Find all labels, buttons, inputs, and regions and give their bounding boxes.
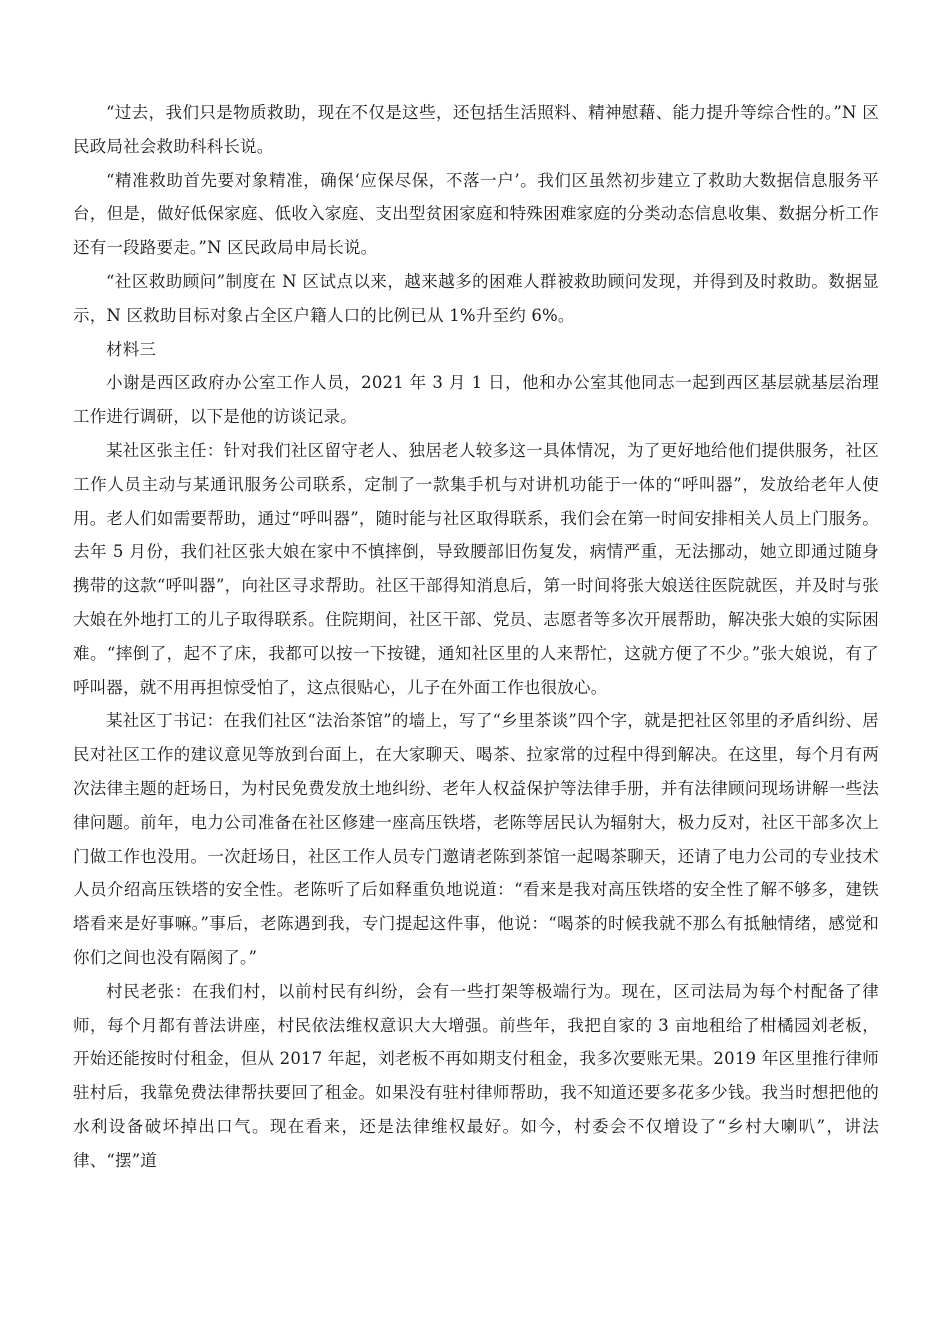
section-heading-material-three: 材料三 [106, 339, 157, 359]
paragraph-quote-director-shen: “精准救助首先要对象精准，确保‘应保尽保，不落一户’。我们区虽然初步建立了救助大数据信息服务平台，但是，做好低保家庭、低收入家庭、支出型贫困家庭和特殊困难家庭的分类动态信息收集、数据分析工作还有一段路要走。”N 区民政局申局长说。 [73, 170, 879, 258]
paragraph-xiao-xie-intro: 小谢是西区政府办公室工作人员，2021 年 3 月 1 日，他和办公室其他同志一起到西区基层就基层治理工作进行调研，以下是他的访谈记录。 [73, 373, 879, 427]
document-page [73, 96, 879, 1178]
paragraph-secretary-ding: 某社区丁书记：在我们社区“法治茶馆”的墙上，写了“乡里茶谈”四个字，就是把社区邻里的矛盾纠纷、居民对社区工作的建议意见等放到台面上，在大家聊天、喝茶、拉家常的过程中得到解决。在这里，每个月有两次法律主题的赶场日，为村民免费发放土地纠纷、老年人权益保护等法律手册，并有法律顾问现场讲解一些法律问题。前年，电力公司准备在社区修建一座高压铁塔，老陈等居民认为辐射大，极力反对，社区干部多次上门做工作也没用。一次赶场日，社区工作人员专门邀请老陈到茶馆一起喝茶聊天，还请了电力公司的专业技术人员介绍高压铁塔的安全性。老陈听了后如释重负地说道：“看来是我对高压铁塔的安全性了解不够多，建铁塔看来是好事嘛。”事后，老陈遇到我，专门提起这件事，他说：“喝茶的时候我就不那么有抵触情绪，感觉和你们之间也没有隔阂了。” [73, 711, 879, 967]
paragraph-villager-zhang: 村民老张：在我们村，以前村民有纠纷，会有一些打架等极端行为。现在，区司法局为每个村配备了律师，每个月都有普法讲座，村民依法维权意识大大增强。前些年，我把自家的 3 亩地租给了柑橘园刘老板，开始还能按时付租金，但从 2017 年起，刘老板不再如期支付租金，我多次要账无果。2019 年区里推行律师驻村后，我靠免费法律帮扶要回了租金。如果没有驻村律师帮助，我不知道还要多花多少钱。我当时想把他的水利设备破坏掉出口气。现在看来，还是法律维权最好。如今，村委会不仅增设了“乡村大喇叭”，讲法律、“摆”道 [73, 981, 879, 1170]
paragraph-director-zhang: 某社区张主任：针对我们社区留守老人、独居老人较多这一具体情况，为了更好地给他们提供服务，社区工作人员主动与某通讯服务公司联系，定制了一款集手机与对讲机功能于一体的“呼叫器”，发放给老年人使用。老人们如需要帮助，通过“呼叫器”，随时能与社区取得联系，我们会在第一时间安排相关人员上门服务。去年 5 月份，我们社区张大娘在家中不慎摔倒，导致腰部旧伤复发，病情严重，无法挪动，她立即通过随身携带的这款“呼叫器”，向社区寻求帮助。社区干部得知消息后，第一时间将张大娘送往医院就医，并及时与张大娘在外地打工的儿子取得联系。住院期间，社区干部、党员、志愿者等多次开展帮助，解决张大娘的实际困难。“摔倒了，起不了床，我都可以按一下按键，通知社区里的人来帮忙，这就方便了不少。”张大娘说，有了呼叫器，就不用再担惊受怕了，这点很贴心，儿子在外面工作也很放心。 [73, 440, 879, 697]
paragraph-quote-rescue-section-chief: “过去，我们只是物质救助，现在不仅是这些，还包括生活照料、精神慰藉、能力提升等综合性的。”N 区民政局社会救助科科长说。 [73, 103, 879, 156]
paragraph-community-advisor-system: “社区救助顾问”制度在 N 区试点以来，越来越多的困难人群被救助顾问发现，并得到及时救助。数据显示，N 区救助目标对象占全区户籍人口的比例已从 1%升至约 6%。 [73, 271, 879, 325]
